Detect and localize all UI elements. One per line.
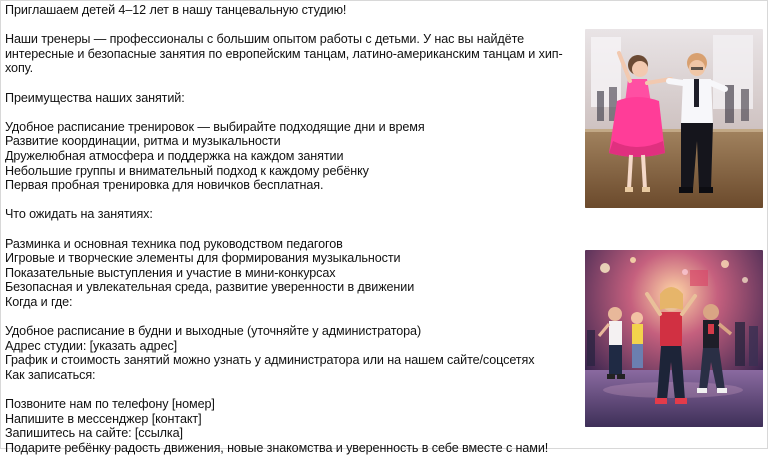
signup-heading: Как записаться: (5, 367, 96, 382)
expectations-item: Игровые и творческие элементы для формирования музыкальности (5, 251, 401, 266)
location-item: Удобное расписание в будни и выходные (уточняйте у администратора) (5, 324, 422, 339)
location-item: Адрес студии: [указать адрес] (5, 338, 178, 353)
advantages-heading: Преимущества наших занятий: (5, 90, 185, 105)
location-heading: Когда и где: (5, 294, 73, 309)
signup-item: Позвоните нам по телефону [номер] (5, 397, 215, 412)
expectations-item: Показательные выступления и участие в мини-конкурсах (5, 265, 336, 280)
spacer (5, 382, 579, 397)
spacer (5, 76, 579, 91)
signup-item: Запишитесь на сайте: [ссылка] (5, 426, 183, 441)
intro-heading: Приглашаем детей 4–12 лет в нашу танцевальную студию! (5, 3, 347, 17)
advantages-item: Развитие координации, ритма и музыкальности (5, 134, 281, 149)
spacer (5, 18, 579, 33)
spacer (5, 105, 579, 120)
signup-item: Напишите в мессенджер [контакт] (5, 411, 202, 426)
expectations-item: Безопасная и увлекательная среда, развитие уверенности в движении (5, 280, 415, 295)
spacer (5, 193, 579, 208)
ballroom-dance-photo (585, 29, 763, 208)
closing-line: Подарите ребёнку радость движения, новые знакомства и уверенность в себе вместе с нами! (5, 440, 549, 455)
advantages-item: Дружелюбная атмосфера и поддержка на каждом занятии (5, 148, 344, 163)
spacer (5, 309, 579, 324)
text-column (5, 3, 579, 455)
advantages-item: Небольшие группы и внимательный подход к каждому ребёнку (5, 163, 369, 178)
advantages-item: Удобное расписание тренировок — выбирайте подходящие дни и время (5, 119, 425, 134)
spacer (5, 222, 579, 237)
location-item: График и стоимость занятий можно узнать у администратора или на нашем сайте/соцсетях (5, 353, 535, 368)
hip-hop-dance-photo (585, 250, 763, 427)
advantages-item: Первая пробная тренировка для новичков бесплатная. (5, 178, 324, 193)
expectations-heading: Что ожидать на занятиях: (5, 207, 153, 222)
expectations-item: Разминка и основная техника под руководством педагогов (5, 236, 343, 251)
intro-paragraph: Наши тренеры — профессионалы с большим опытом работы с детьми. У нас вы найдёте интересные и безопасные занятия по европейским танцам, латино-американским танцам и хип-хопу. (5, 32, 563, 76)
